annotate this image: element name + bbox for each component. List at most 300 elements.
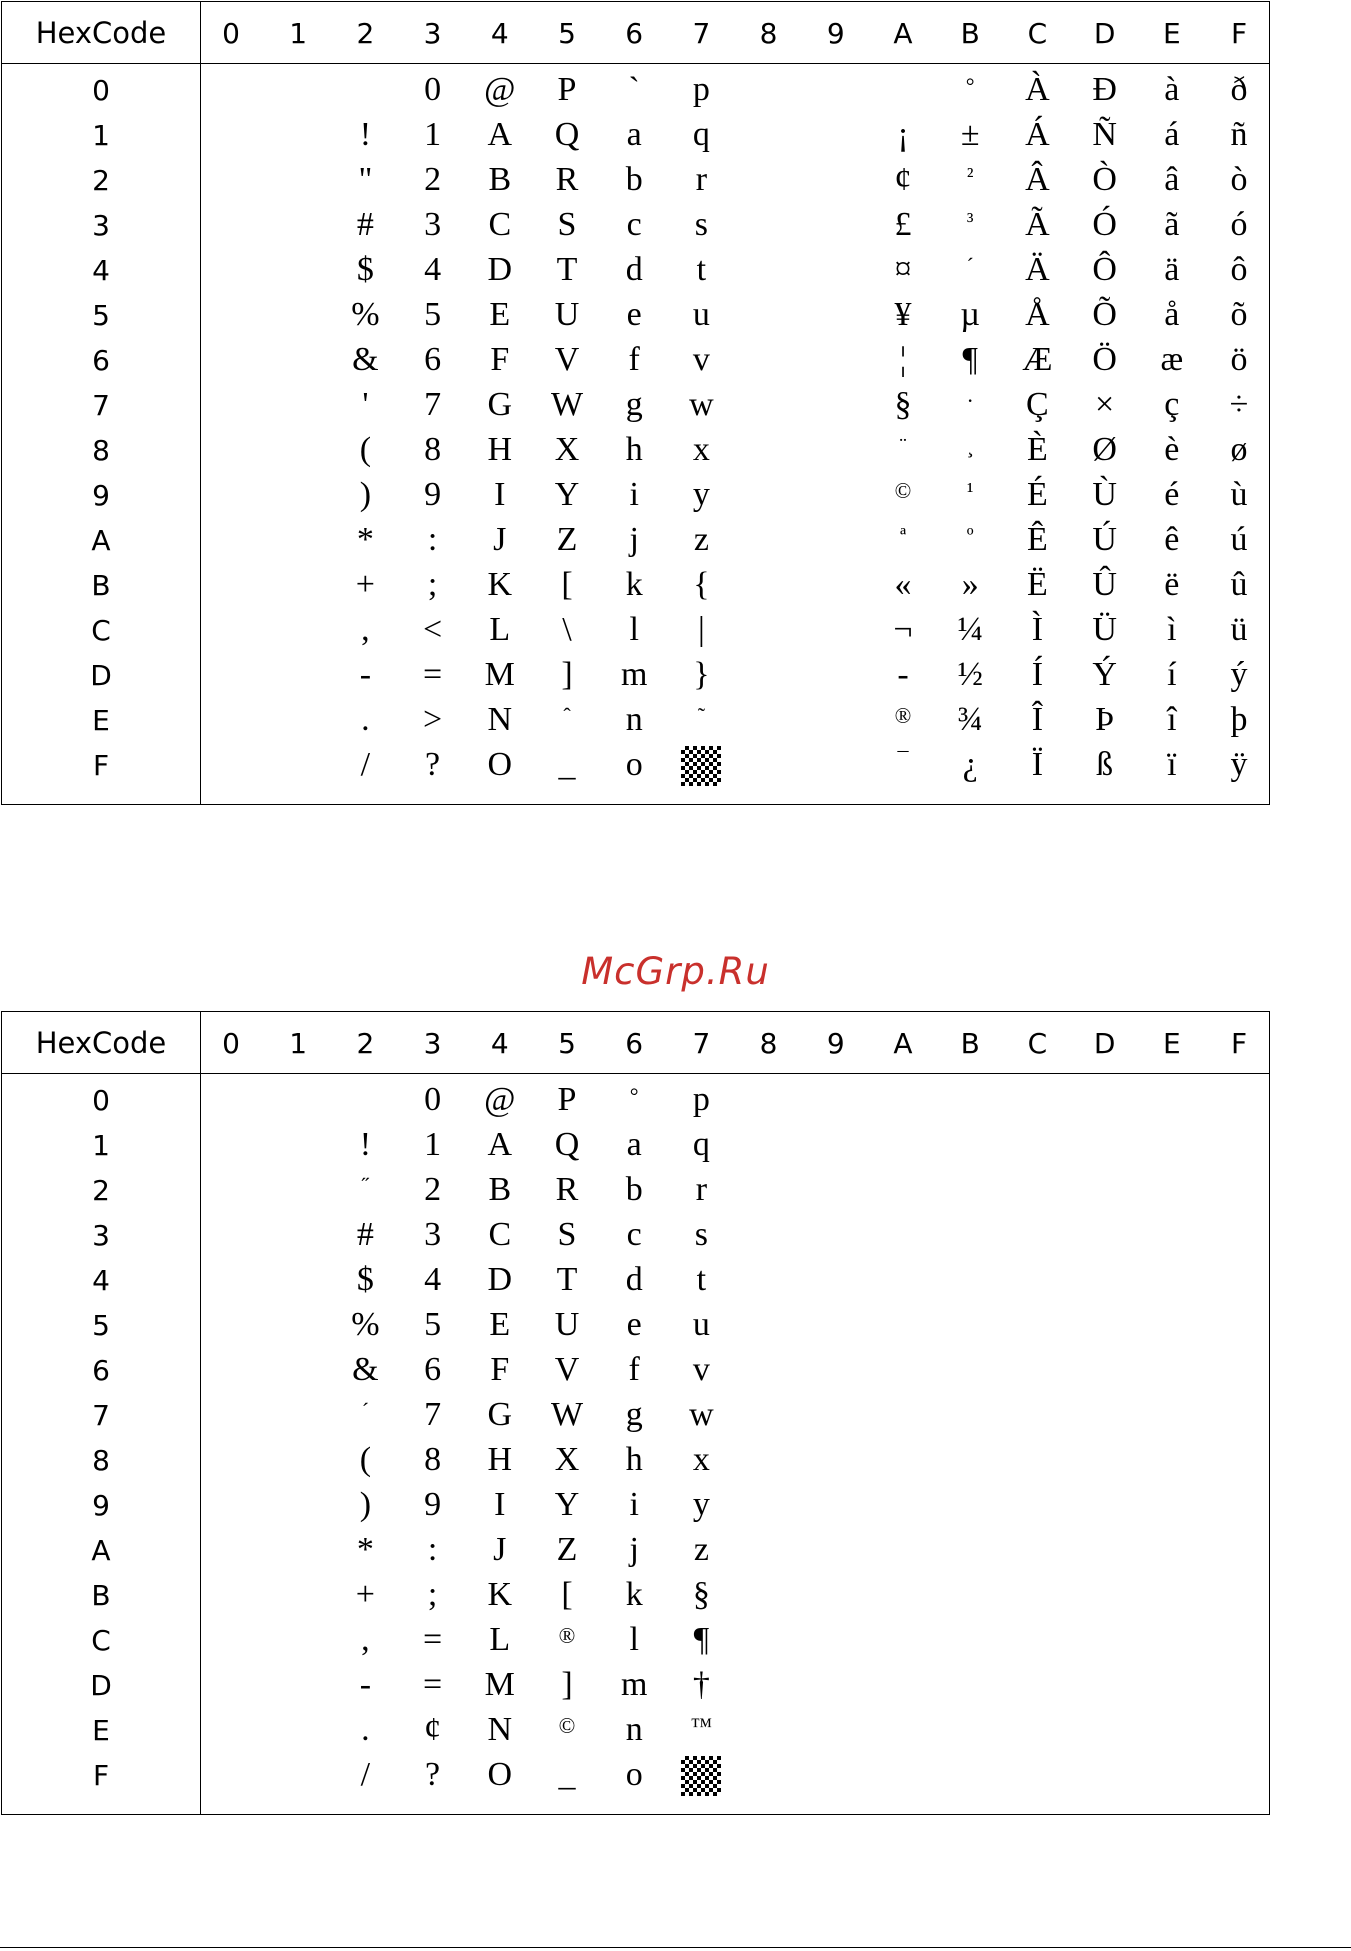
char-cell: * xyxy=(356,1531,374,1568)
char-cell: Ê xyxy=(1027,521,1048,558)
column-divider xyxy=(200,2,201,804)
char-cell: L xyxy=(489,611,511,648)
char-cell: + xyxy=(355,566,375,603)
column-header-4: 4 xyxy=(490,1027,509,1060)
char-cell: J xyxy=(493,521,507,558)
char-cell: U xyxy=(554,296,580,333)
char-cell: - xyxy=(897,656,909,693)
char-cell: D xyxy=(487,1261,513,1298)
char-cell: ¿ xyxy=(962,746,978,783)
char-cell: þ xyxy=(1230,701,1248,738)
column-header-e: E xyxy=(1162,17,1181,50)
char-cell: X xyxy=(554,431,580,468)
char-cell: + xyxy=(355,1576,375,1613)
row-header-0: 0 xyxy=(92,1084,110,1117)
char-cell: ! xyxy=(359,116,372,153)
char-cell: ˊ xyxy=(361,1398,370,1423)
char-cell: q xyxy=(692,116,710,153)
char-cell: § xyxy=(894,386,912,423)
char-cell: Ö xyxy=(1092,341,1117,378)
char-cell: ] xyxy=(561,1666,573,1703)
char-cell: _ xyxy=(558,746,576,783)
column-header-a: A xyxy=(893,17,913,50)
char-cell: , xyxy=(361,1621,370,1658)
char-cell: ; xyxy=(427,566,438,603)
row-header-5: 5 xyxy=(92,299,110,332)
char-cell: x xyxy=(692,431,710,468)
char-cell: ª xyxy=(899,523,907,548)
char-cell: t xyxy=(696,1261,707,1298)
column-header-a: A xyxy=(893,1027,913,1060)
char-cell: a xyxy=(626,1126,642,1163)
char-cell: u xyxy=(692,296,710,333)
char-cell: ¤ xyxy=(894,251,912,288)
char-cell: Þ xyxy=(1095,701,1115,738)
char-cell: Ç xyxy=(1026,386,1049,423)
char-cell: ÿ xyxy=(1230,746,1248,783)
column-header-2: 2 xyxy=(356,1027,375,1060)
hexcode-header: HexCode xyxy=(35,1026,167,1060)
column-header-7: 7 xyxy=(692,1027,711,1060)
char-cell: b xyxy=(625,1171,643,1208)
char-cell: $ xyxy=(356,251,374,288)
char-cell: 4 xyxy=(424,1261,442,1298)
char-cell xyxy=(673,748,729,782)
column-header-d: D xyxy=(1093,17,1116,50)
char-cell: © xyxy=(894,478,912,503)
char-cell: n xyxy=(625,701,643,738)
char-cell: ¡ xyxy=(897,116,909,153)
char-cell: 5 xyxy=(424,1306,442,1343)
row-header-4: 4 xyxy=(92,1264,110,1297)
char-cell: ç xyxy=(1164,386,1180,423)
watermark-text: McGrp.Ru xyxy=(581,950,770,993)
row-header-f: F xyxy=(92,749,110,782)
char-cell: ¨ xyxy=(899,433,907,458)
char-cell: " xyxy=(358,161,373,198)
char-cell: _ xyxy=(558,1756,576,1793)
char-cell: 5 xyxy=(424,296,442,333)
char-cell: p xyxy=(692,1081,710,1118)
char-cell: ì xyxy=(1167,611,1177,648)
char-cell: ˜ xyxy=(697,703,706,728)
char-cell: J xyxy=(493,1531,507,1568)
char-cell: Y xyxy=(554,1486,580,1523)
char-cell: Ü xyxy=(1092,611,1117,648)
char-cell: G xyxy=(487,386,513,423)
char-cell: A xyxy=(487,1126,513,1163)
char-cell: b xyxy=(625,161,643,198)
char-cell: W xyxy=(550,386,584,423)
char-cell: ¹ xyxy=(966,478,974,503)
char-cell: ¯ xyxy=(897,748,909,773)
char-cell: T xyxy=(556,1261,578,1298)
char-cell: 0 xyxy=(424,71,442,108)
char-cell: ¼ xyxy=(957,611,983,648)
bottom-rule xyxy=(0,1947,1351,1948)
char-cell: ¾ xyxy=(957,701,983,738)
char-cell: Q xyxy=(554,116,580,153)
char-cell: Ä xyxy=(1025,251,1050,288)
char-cell: « xyxy=(894,566,912,603)
char-cell: Ó xyxy=(1092,206,1117,243)
char-cell: R xyxy=(555,1171,579,1208)
row-header-f: F xyxy=(92,1759,110,1792)
char-cell: ¶ xyxy=(962,341,978,378)
char-cell: ( xyxy=(359,1441,372,1478)
char-cell: @ xyxy=(484,1081,516,1118)
char-cell: X xyxy=(554,1441,580,1478)
char-cell: 6 xyxy=(424,341,442,378)
char-cell: Â xyxy=(1025,161,1050,198)
column-header-1: 1 xyxy=(289,17,308,50)
char-cell: V xyxy=(554,341,580,378)
char-cell: ó xyxy=(1230,206,1248,243)
char-cell: / xyxy=(360,1756,371,1793)
column-header-b: B xyxy=(960,17,980,50)
char-cell: r xyxy=(695,161,708,198)
column-header-e: E xyxy=(1162,1027,1181,1060)
char-cell: . xyxy=(361,701,370,738)
row-header-c: C xyxy=(91,1624,111,1657)
char-cell: 6 xyxy=(424,1351,442,1388)
char-cell xyxy=(673,1758,729,1792)
char-cell: Ø xyxy=(1092,431,1117,468)
row-header-2: 2 xyxy=(92,164,110,197)
char-cell: , xyxy=(361,611,370,648)
row-header-6: 6 xyxy=(92,344,110,377)
char-cell: K xyxy=(487,1576,513,1613)
char-cell: B xyxy=(488,161,512,198)
char-cell: - xyxy=(359,1666,372,1703)
column-divider xyxy=(200,1012,201,1814)
column-header-3: 3 xyxy=(423,17,442,50)
char-cell: © xyxy=(558,1713,576,1738)
row-header-1: 1 xyxy=(92,119,110,152)
char-cell: Ô xyxy=(1092,251,1117,288)
char-cell: N xyxy=(487,1711,513,1748)
char-cell: ê xyxy=(1164,521,1180,558)
row-header-8: 8 xyxy=(92,434,110,467)
char-cell: Í xyxy=(1031,656,1044,693)
char-cell: E xyxy=(489,296,511,333)
char-cell: : xyxy=(427,521,438,558)
char-cell: o xyxy=(625,746,643,783)
row-header-a: A xyxy=(91,1534,111,1567)
row-header-3: 3 xyxy=(92,209,110,242)
column-header-1: 1 xyxy=(289,1027,308,1060)
column-header-5: 5 xyxy=(558,1027,576,1060)
char-cell: # xyxy=(356,206,374,243)
column-header-6: 6 xyxy=(625,1027,644,1060)
char-cell: G xyxy=(487,1396,513,1433)
char-cell: ™ xyxy=(690,1713,713,1738)
char-cell: à xyxy=(1164,71,1180,108)
column-header-8: 8 xyxy=(759,17,778,50)
char-cell: Û xyxy=(1092,566,1117,603)
char-cell: S xyxy=(557,206,577,243)
column-header-5: 5 xyxy=(558,17,576,50)
char-cell: h xyxy=(625,1441,643,1478)
char-cell: q xyxy=(692,1126,710,1163)
char-cell: i xyxy=(629,1486,639,1523)
char-cell: Ú xyxy=(1092,521,1117,558)
char-cell: ü xyxy=(1230,611,1248,648)
char-cell: ) xyxy=(359,1486,372,1523)
char-cell: c xyxy=(626,1216,642,1253)
char-cell: Á xyxy=(1025,116,1050,153)
char-cell: ² xyxy=(966,163,974,188)
char-cell: 7 xyxy=(424,386,442,423)
char-cell: ° xyxy=(965,73,975,98)
char-cell: m xyxy=(620,656,648,693)
char-cell: 9 xyxy=(424,1486,442,1523)
char-cell: 1 xyxy=(424,116,442,153)
char-cell: j xyxy=(629,1531,639,1568)
char-cell: w xyxy=(689,386,714,423)
row-header-b: B xyxy=(91,1579,111,1612)
char-cell: l xyxy=(629,611,639,648)
char-cell: t xyxy=(696,251,707,288)
char-cell: · xyxy=(966,388,974,413)
column-header-9: 9 xyxy=(826,1027,845,1060)
char-cell: ˝ xyxy=(361,1173,370,1198)
char-cell: o xyxy=(625,1756,643,1793)
char-cell: R xyxy=(555,161,579,198)
row-header-0: 0 xyxy=(92,74,110,107)
row-header-3: 3 xyxy=(92,1219,110,1252)
character-table-2 xyxy=(1,1011,1270,1815)
char-cell: 8 xyxy=(424,431,442,468)
char-cell: W xyxy=(550,1396,584,1433)
char-cell: I xyxy=(494,1486,506,1523)
char-cell: ï xyxy=(1167,746,1177,783)
char-cell: D xyxy=(487,251,513,288)
column-header-b: B xyxy=(960,1027,980,1060)
char-cell: 4 xyxy=(424,251,442,288)
char-cell: ä xyxy=(1164,251,1180,288)
char-cell: F xyxy=(490,341,510,378)
char-cell: 3 xyxy=(424,1216,442,1253)
char-cell: I xyxy=(494,476,506,513)
char-cell: @ xyxy=(484,71,516,108)
column-header-f: F xyxy=(1230,17,1248,50)
column-header-8: 8 xyxy=(759,1027,778,1060)
char-cell: â xyxy=(1164,161,1180,198)
column-header-6: 6 xyxy=(625,17,644,50)
char-cell: ù xyxy=(1230,476,1248,513)
char-cell: µ xyxy=(960,296,980,333)
char-cell: ¸ xyxy=(966,433,974,458)
char-cell: ] xyxy=(561,656,573,693)
char-cell: Z xyxy=(556,521,578,558)
column-header-c: C xyxy=(1027,1027,1048,1060)
char-cell: x xyxy=(692,1441,710,1478)
char-cell: ë xyxy=(1164,566,1180,603)
column-header-2: 2 xyxy=(356,17,375,50)
char-cell: ) xyxy=(359,476,372,513)
char-cell: Ì xyxy=(1031,611,1044,648)
char-cell: / xyxy=(360,746,371,783)
char-cell: [ xyxy=(561,1576,573,1613)
char-cell: v xyxy=(692,341,710,378)
char-cell: Å xyxy=(1025,296,1050,333)
row-header-5: 5 xyxy=(92,1309,110,1342)
char-cell: z xyxy=(693,521,709,558)
char-cell: Ý xyxy=(1092,656,1117,693)
char-cell: § xyxy=(692,1576,710,1613)
char-cell: & xyxy=(352,341,379,378)
char-cell: Ï xyxy=(1031,746,1044,783)
char-cell: = xyxy=(423,1666,443,1703)
char-cell: É xyxy=(1027,476,1048,513)
char-cell: í xyxy=(1167,656,1177,693)
row-header-e: E xyxy=(92,704,110,737)
row-header-a: A xyxy=(91,524,111,557)
char-cell: \ xyxy=(562,611,572,648)
char-cell: & xyxy=(352,1351,379,1388)
char-cell: $ xyxy=(356,1261,374,1298)
char-cell: ¶ xyxy=(693,1621,710,1658)
char-cell: ® xyxy=(894,703,912,728)
char-cell: û xyxy=(1230,566,1248,603)
char-cell: ` xyxy=(628,71,640,108)
column-header-4: 4 xyxy=(490,17,509,50)
char-cell: a xyxy=(626,116,642,153)
char-cell: < xyxy=(423,611,443,648)
char-cell: ñ xyxy=(1230,116,1248,153)
char-cell: w xyxy=(689,1396,714,1433)
char-cell: Y xyxy=(554,476,580,513)
char-cell: å xyxy=(1164,296,1180,333)
char-cell: Æ xyxy=(1022,341,1053,378)
char-cell: Õ xyxy=(1092,296,1117,333)
char-cell: g xyxy=(625,1396,643,1433)
char-cell: Ã xyxy=(1025,206,1050,243)
char-cell: × xyxy=(1095,386,1115,423)
char-cell: P xyxy=(557,1081,577,1118)
char-cell: C xyxy=(488,1216,512,1253)
char-cell: M xyxy=(484,656,515,693)
char-cell: O xyxy=(487,746,513,783)
char-cell: } xyxy=(693,656,710,693)
row-header-6: 6 xyxy=(92,1354,110,1387)
char-cell: - xyxy=(359,656,372,693)
char-cell: [ xyxy=(561,566,573,603)
char-cell: ³ xyxy=(966,208,974,233)
char-cell: L xyxy=(489,1621,511,1658)
char-cell: > xyxy=(423,701,443,738)
char-cell: y xyxy=(692,1486,710,1523)
char-cell: Ë xyxy=(1027,566,1048,603)
column-header-f: F xyxy=(1230,1027,1248,1060)
char-cell: ¢ xyxy=(894,161,912,198)
row-header-2: 2 xyxy=(92,1174,110,1207)
char-cell: Ð xyxy=(1092,71,1117,108)
char-cell: E xyxy=(489,1306,511,1343)
char-cell: . xyxy=(361,1711,370,1748)
char-cell: e xyxy=(626,296,642,333)
char-cell: k xyxy=(625,566,643,603)
char-cell: † xyxy=(692,1666,710,1703)
char-cell: á xyxy=(1164,116,1180,153)
char-cell: 1 xyxy=(424,1126,442,1163)
char-cell: æ xyxy=(1160,341,1184,378)
char-cell: 0 xyxy=(424,1081,442,1118)
char-cell: 9 xyxy=(424,476,442,513)
column-header-7: 7 xyxy=(692,17,711,50)
char-cell: Î xyxy=(1031,701,1044,738)
char-cell: Z xyxy=(556,1531,578,1568)
char-cell: ? xyxy=(425,1756,441,1793)
char-cell: ö xyxy=(1230,341,1248,378)
char-cell: f xyxy=(628,1351,640,1388)
char-cell: i xyxy=(629,476,639,513)
char-cell: d xyxy=(625,251,643,288)
char-cell: H xyxy=(487,431,513,468)
char-cell: ® xyxy=(558,1623,576,1648)
char-cell: ? xyxy=(425,746,441,783)
char-cell: s xyxy=(694,206,708,243)
char-cell: % xyxy=(351,1306,380,1343)
row-header-e: E xyxy=(92,1714,110,1747)
char-cell: l xyxy=(629,1621,639,1658)
char-cell: p xyxy=(692,71,710,108)
character-table-1 xyxy=(1,1,1270,805)
char-cell: k xyxy=(625,1576,643,1613)
char-cell: % xyxy=(351,296,380,333)
row-header-d: D xyxy=(90,659,112,692)
char-cell: ý xyxy=(1230,656,1248,693)
char-cell: ; xyxy=(427,1576,438,1613)
row-header-b: B xyxy=(91,569,111,602)
row-header-1: 1 xyxy=(92,1129,110,1162)
char-cell: 2 xyxy=(424,1171,442,1208)
char-cell: ( xyxy=(359,431,372,468)
row-header-7: 7 xyxy=(92,1399,110,1432)
char-cell: 3 xyxy=(424,206,442,243)
char-cell: B xyxy=(488,1171,512,1208)
char-cell: { xyxy=(693,566,710,603)
char-cell: r xyxy=(695,1171,708,1208)
char-cell: Ù xyxy=(1092,476,1117,513)
char-cell: V xyxy=(554,1351,580,1388)
char-cell: f xyxy=(628,341,640,378)
char-cell: g xyxy=(625,386,643,423)
char-cell: ¥ xyxy=(894,296,912,333)
char-cell: S xyxy=(557,1216,577,1253)
char-cell: 2 xyxy=(424,161,442,198)
row-header-d: D xyxy=(90,1669,112,1702)
char-cell: Ñ xyxy=(1092,116,1117,153)
char-cell: 8 xyxy=(424,1441,442,1478)
char-cell: ' xyxy=(362,386,369,423)
char-cell: è xyxy=(1164,431,1180,468)
char-cell: À xyxy=(1025,71,1050,108)
column-header-0: 0 xyxy=(222,1027,240,1060)
char-cell: F xyxy=(490,1351,510,1388)
char-cell: : xyxy=(427,1531,438,1568)
char-cell: ˆ xyxy=(563,703,571,728)
char-cell: £ xyxy=(894,206,912,243)
char-cell: U xyxy=(554,1306,580,1343)
char-cell: c xyxy=(626,206,642,243)
char-cell: ú xyxy=(1230,521,1248,558)
row-header-9: 9 xyxy=(92,479,110,512)
column-header-c: C xyxy=(1027,17,1048,50)
char-cell: Ò xyxy=(1092,161,1117,198)
row-header-7: 7 xyxy=(92,389,110,422)
